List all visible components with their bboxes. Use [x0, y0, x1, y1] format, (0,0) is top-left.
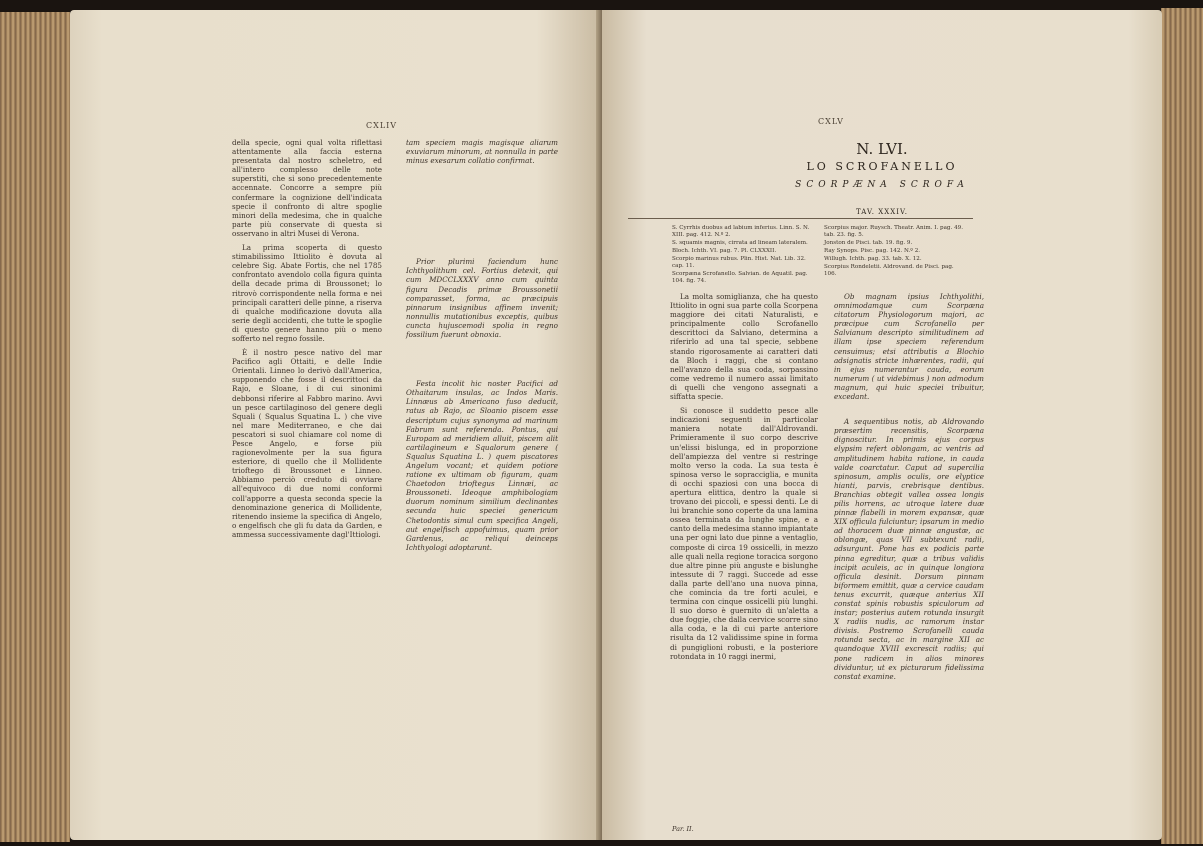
paragraph: Ob magnam ipsius Ichthyolithi, omnimodamque cum Scorpæna citatorum Physiologorum majori, ac præcipue cum Scrofanello per Salvianum descripto similitudinem ad illam ipse speciem referendum censuimus; etsi attributis a Blochio adsignatis stricte inhærentes, radii, qui in ejus numerantur cauda, eorum numerum ( ut videbimus ) non admodum magnum, qui huic speciei tribuitur, excedant. [834, 292, 984, 402]
synonym: Willugh. Ichth. pag. 33. tab. X. 12. [824, 256, 922, 263]
synonym: S. Cyrrhis duobus ad labium inferius. Linn. S. N. XIII. pag. 412. N.º 2. [672, 225, 810, 239]
paragraph: Festa incolit hic noster Pacifici ad Othaitarum insulas, ac Indos Maris. Linnæus ab Americano fuso deducit, ratus ab Rajo, ac Sloanio piscem esse descriptum cujus synonyma ad marinum Fabrum sunt referenda. Pontus, qui Europam ad meridiem alluit, piscem alit cartilagineum e Squalorum genere ( Squalus Squatina L. ) quem piscatores Angelum vocant; et quidem potiore ratione ex ultimam ob figuram, quam Chaetodon trioftegus Linnæi, ac Broussoneti. Ideoque amphibologiam duorum nominum similium declinantes secunda huic speciei genericum Chetodontis simul cum specifica Angeli, aut engelfisch appofuimus, quam prior Gardenus, ac reliqui deinceps Ichthyologi adoptarunt. [406, 379, 558, 552]
paragraph: Si conosce il suddetto pesce alle indicazioni seguenti in particolar maniera notate dall'Aldrovandi. Primieramente il suo corpo descrive un'elissi bislunga, ed in proporzione dell'ampiezza del ventre si restringe molto verso la coda. La sua testa è spinosa verso le sopracciglia, e munita di occhi spaziosi con una bocca di apertura elittica, dentro la quale si trovano dei piccoli, e spessi denti. Le di lui branchie sono coperte da una lamina ossea terminata da lunghe spine, e a canto della medesima stanno impiantate una per ogni lato due pinne a ventaglio, composte di circa 19 ossicelli, in mezzo alle quali nella regione toracica sorgono due altre pinne più anguste e bislunghe intessute di 7 raggi. Succede ad esse dalla parte dell'ano una nuova pinna, che comincia da tre forti aculei, e termina con cinque ossicelli più lunghi. Il suo dorso è guernito di un'aletta a due foggie, che dalla cervice scorre sino alla coda, e la di cui parte anteriore risulta da 12 validissime spine in forma di pungiglioni robusti, e la posteriore rotondata in 10 raggi inermi, [670, 406, 818, 661]
synonym: Scorpio marinus rubus. Plin. Hist. Nat. Lib. 32. cap. 11. [672, 255, 806, 270]
paragraph: La molta somiglianza, che ha questo Ittiolito in ogni sua parte colla Scorpena maggiore dei citati Naturalisti, e principalmente collo Scrofanello descrittoci da Salviano, determina a riferirlo ad una tal specie, sebbene stando rigorosamente ai caratteri dati da Bloch i raggi, che si contano nell'avanzo della sua coda, sorpassino come vedremo il numero assai limitato di quelli che vengono assegnati a siffatta specie. [670, 292, 818, 402]
paragraph: La prima scoperta di questo stimabilissimo Ittiolito è dovuta al celebre Sig. Abate Fortis, che nel 1785 confrontato avendolo colla figura quinta della decade prima di Broussonet; lo ritrovò corrispondente nella forma e nei principali caratteri delle pinne, a riserva di qualche modificazione dovuta alla serie degli accidenti, che tutte le spoglie di questo genere hanno più o meno sofferto nel regno fossile. [232, 243, 382, 343]
fish-latin-name: SCORPÆNA SCROFA [795, 180, 969, 190]
part-marker: Par. II. [672, 825, 694, 833]
page-number-right: CXLV [818, 117, 844, 126]
synonym: Ray Synops. Pisc. pag. 142. N.º 2. [824, 248, 921, 255]
synonym: Scorpæna Scrofanello. Salvian. de Aquatil. pag. 104. fig. 74. [672, 270, 808, 285]
fish-common-name: LO SCROFANELLO [806, 160, 958, 173]
paragraph: tam speciem magis magisque aliarum exuviarum minorum, at nonnulla in parte minus exesarum collatio confirmat. [406, 138, 558, 166]
synonym: Scorpius Rondeletii. Aldrovand. de Pisci. pag. 106. [824, 264, 954, 278]
paragraph: Prior plurimi faciendum hunc Ichthyolithum cel. Fortius detexit, qui cum MDCCLXXXV anno cum quinta figura Decadis primæ Broussonetii comparasset, forma, ac præcipuis pinnarum insignibus affinem invenit; nonnullis mutationibus exceptis, quibus cuncta hujuscemodi spolia in regno fossilium fuerunt obnoxia. [406, 257, 558, 340]
paragraph: A sequentibus notis, ab Aldrovando præsertim recensitis, Scorpæna dignoscitur. In primis ejus corpus elypsim refert oblongam, ac ventris ad amplitudinem habita ratione, in cauda valde coarctatur. Caput ad supercilia spinosum, amplis oculis, ore elyptice hianti, parvis, crebrisque dentibus. Branchias obtegit vallea ossea longis pilis horrens, ac utroque latere duæ pinnæ flabelli in morem expansæ, quæ XIX officula fulciuntur; ipsarum in medio ad thoracem duæ pinnæ angustæ, ac oblongæ, quas VII subtexunt radii, adsurgunt. Pone has ex podicis parte pinna egreditur, quæ a tribus validis incipit aculeis, ac in quinque longiora officula desinit. Dorsum pinnam biformem emittit, quæ a cervice caudam tenus excurrit, quæque anterius XII constat spinis robustis spiculorum ad instar; posterius autem rotunda insurgit X radiis nudis, ac ramorum instar divisis. Postremo Scrofanelli cauda rotunda secta, ac in margine XII ac quandoque XVIII excrescit radiis; qui pone radicem in alios minores dividuntur, ut ex picturarum fidelissima constat examine. [834, 417, 984, 681]
left-page [70, 10, 600, 840]
paragraph: È il nostro pesce nativo del mar Pacifico agli Ottaiti, e delle Indie Orientali. Linneo lo derivò dall'America, supponendo che fosse il descrittoci da Rajo, e Sloane, i di cui sinonimi debbonsi riferire al Fabbro marino. Avvi un pesce cartilaginoso del genere degli Squali ( Squalus Squatina L. ) che vive nel mare Mediterraneo, e che dai pescatori si suol chiamare col nome di Pesce Angelo, e forse più ragionevolmente per la sua figura esteriore, di quello che il Mollidente trioftego di Broussonet e Linneo. Abbiamo perciò creduto di ovviare all'equivoco di due nomi conformi coll'apporre a questa seconda specie la denominazione generica di Mollidente, ritenendo insieme la specifica di Angelo, o engelfisch che gli fu data da Garden, e ammessa successivamente dagl'Ittiologi. [232, 348, 382, 539]
left-latin-column [406, 138, 558, 557]
paragraph: della specie, ogni qual volta riflettasi attentamente alla faccia esterna presentata dal nostro scheletro, ed all'intero complesso delle note superstiti, che si sono precedentemente accennate. Concorre a sempre più confermare la cognizione dell'indicata specie il confronto di altre spoglie minori della medesima, che in qualche parte più conservate di questa si osservano in altri Musei di Verona. [232, 138, 382, 238]
synonym: S. squamis magnis, cirrata ad lineam lateralem. Bloch. Ichth. VI. pag. 7. Pl. CLXXXII. [672, 240, 808, 254]
page-number-left: CXLIV [366, 121, 398, 130]
right-latin-column [834, 292, 984, 686]
right-italian-column [670, 292, 818, 666]
synonyms-left [672, 225, 812, 286]
left-page-edges [0, 12, 70, 842]
synonyms-right [824, 225, 964, 279]
left-italian-column [232, 138, 382, 544]
divider [628, 218, 973, 219]
right-page-edges [1161, 8, 1203, 844]
synonym: Scorpius major. Ruysch. Theatr. Anim. I. pag. 49. tab. 23. fig. 5. [824, 225, 963, 239]
right-page [602, 10, 1162, 840]
chapter-number: N. LVI. [856, 140, 908, 158]
synonym: Jonston de Pisci. tab. 19. fig. 9. [824, 240, 913, 247]
plate-reference: TAV. XXXIV. [855, 208, 909, 216]
